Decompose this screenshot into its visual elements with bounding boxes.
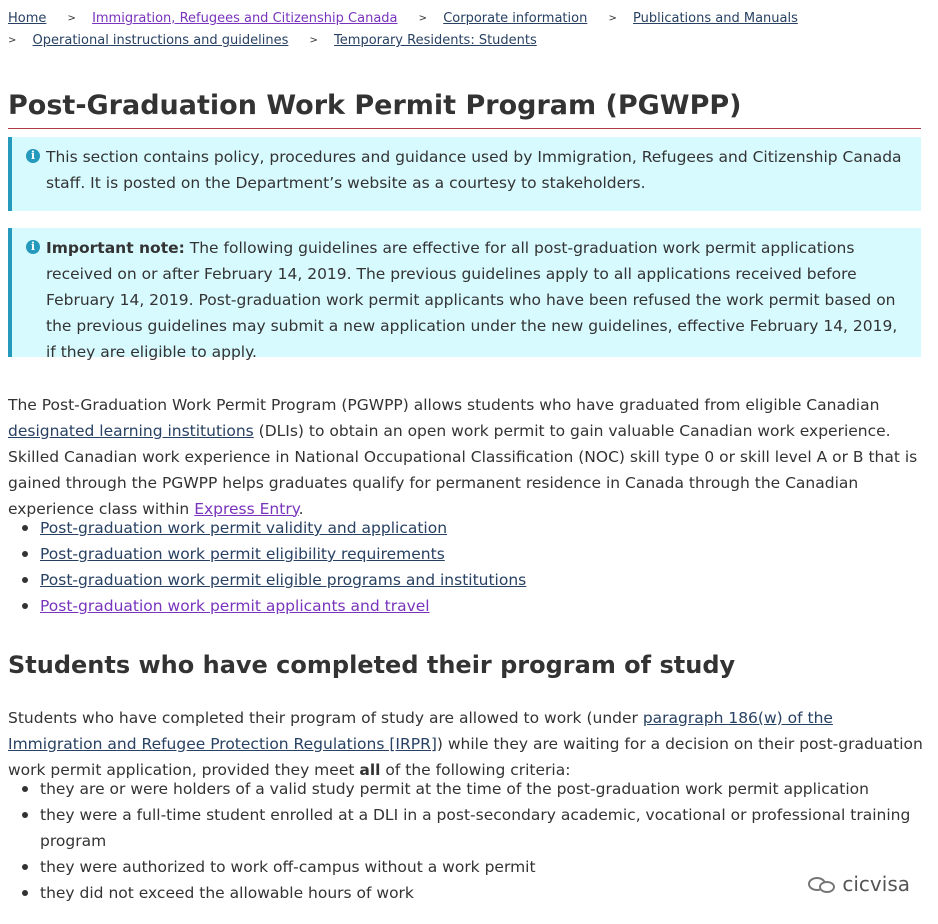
eligible-programs-link[interactable]: Post-graduation work permit eligible programs and institutions [40,571,527,589]
page-title: Post-Graduation Work Permit Program (PGWPP) [8,86,921,129]
list-item [8,541,923,567]
criteria-list [8,776,923,906]
breadcrumb-separator-icon: > [418,13,428,24]
info-alert-important-note [8,228,921,361]
pgwp-topic-links [8,515,923,619]
intro-text-2: (DLIs) to obtain an open work permit to gain valuable Canadian work experience. Skilled Canadian work experience in National Occupational Classification (NOC) skill type 0 or skill level A or B that is gained through the PGWPP helps graduates qualify for permanent residence in Canada through the Canadian experience class within [8,421,918,518]
alert-text: This section contains policy, procedures and guidance used by Immigration, Refugees and Citizenship Canada staff. It is posted on the Department’s website as a courtesy to stakeholders. [46,148,902,192]
alert-text: The following guidelines are effective for all post-graduation work permit applications received on or after February 14, 2019. The previous guidelines apply to all applications received before February 14, 2019. Post-graduation work permit applicants who have been refused the work permit based on the previous guidelines may submit a new application under the new guidelines, effective February 14, 2019, if they are eligible to apply. [46,239,898,361]
breadcrumb-row-1 [8,8,928,30]
breadcrumb-row-2 [8,30,928,52]
breadcrumb-temporary-residents-students[interactable]: Temporary Residents: Students [334,33,537,48]
breadcrumb [8,8,928,52]
intro-text-1: The Post-Graduation Work Permit Program (PGWPP) allows students who have graduated from eligible Canadian [8,395,880,414]
breadcrumb-separator-icon: > [608,13,617,24]
breadcrumb-operational-instructions[interactable]: Operational instructions and guidelines [32,33,289,48]
list-item [8,515,923,541]
breadcrumb-corporate-information[interactable]: Corporate information [443,11,588,26]
section-text-2: ) while they are waiting for a decision on their post-graduation work permit application, provided they meet [8,734,923,779]
breadcrumb-ircc[interactable]: Immigration, Refugees and Citizenship Canada [92,11,398,26]
intro-paragraph [8,392,923,522]
section-text-3: of the following criteria: [380,760,571,779]
section-text-1: Students who have completed their program of study are allowed to work (under [8,708,643,727]
applicants-travel-link[interactable]: Post-graduation work permit applicants and travel [40,597,430,615]
designated-learning-institutions-link[interactable]: designated learning institutions [8,421,254,440]
section-bold-all: all [359,760,381,779]
watermark [808,872,910,896]
section-paragraph [8,705,923,783]
breadcrumb-separator-icon: > [309,35,318,46]
breadcrumb-separator-icon: > [67,13,76,24]
alert-label: Important note: [46,239,185,257]
info-alert-staff-guidance [8,137,921,211]
list-item [8,593,923,619]
express-entry-link[interactable]: Express Entry [194,499,299,518]
list-item: they were a full-time student enrolled at a DLI in a post-secondary academic, vocational or professional training program [8,802,923,854]
wechat-icon [808,875,836,893]
watermark-text: cicvisa [842,872,910,896]
breadcrumb-home[interactable]: Home [8,11,47,26]
list-item: they are or were holders of a valid study permit at the time of the post-graduation work permit application [8,776,923,802]
eligibility-requirements-link[interactable]: Post-graduation work permit eligibility requirements [40,545,445,563]
irpr-paragraph-link[interactable]: paragraph 186(w) of the Immigration and Refugee Protection Regulations [IRPR] [8,708,833,753]
validity-application-link[interactable]: Post-graduation work permit validity and application [40,519,448,537]
info-icon: i [26,240,40,254]
list-item [8,567,923,593]
list-item: they were authorized to work off-campus without a work permit [8,854,923,880]
list-item: they did not exceed the allowable hours of work [8,880,923,906]
intro-text-3: . [298,499,304,518]
info-icon: i [26,149,40,163]
breadcrumb-separator-icon: > [8,35,17,46]
breadcrumb-publications-manuals[interactable]: Publications and Manuals [633,11,798,26]
section-heading: Students who have completed their program of study [8,651,736,679]
